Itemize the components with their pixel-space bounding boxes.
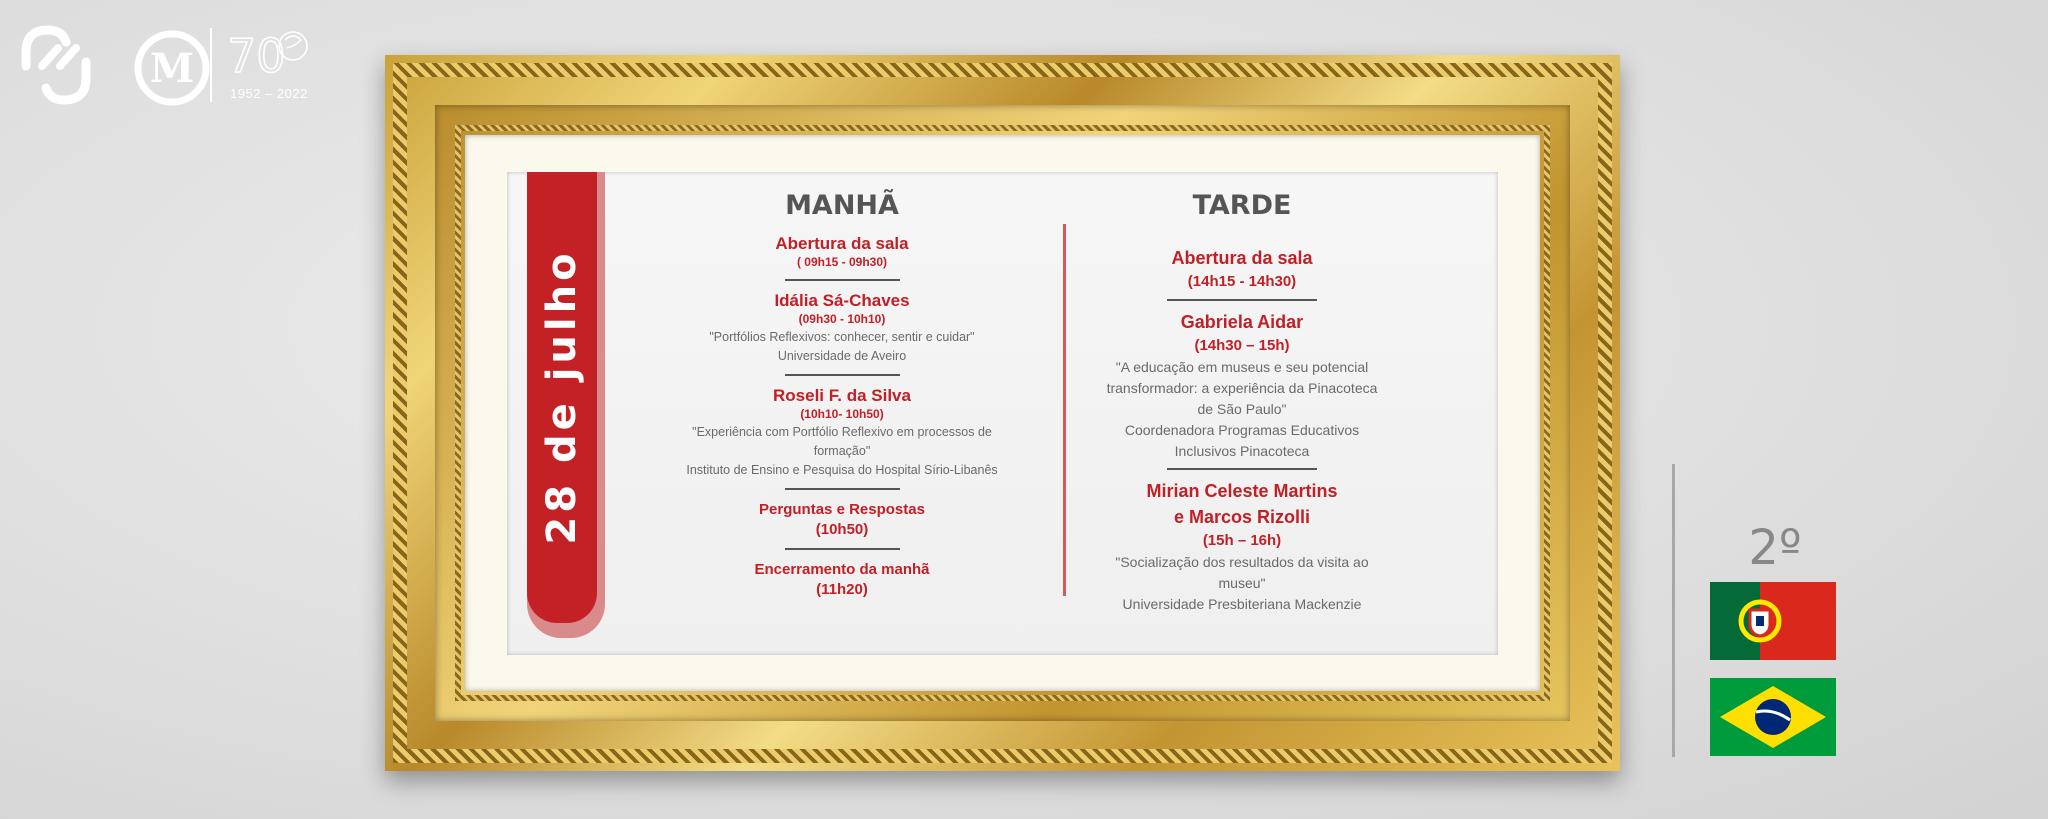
event-affiliation: Inclusivos Pinacoteca <box>1174 443 1310 459</box>
logo-divider <box>210 28 212 102</box>
afternoon-column <box>1082 190 1402 615</box>
event-title: Roseli F. da Silva <box>773 386 911 405</box>
event-time: (15h – 16h) <box>1202 532 1282 549</box>
program-canvas <box>507 172 1498 655</box>
date-label: 28 de julho <box>539 249 585 545</box>
event-time: ( 09h15 - 09h30) <box>796 255 888 269</box>
anniversary-text: 70 <box>227 29 286 83</box>
event-description: de São Paulo" <box>1197 401 1287 417</box>
brazil-flag-icon <box>1710 678 1836 756</box>
event-time: (10h50) <box>815 521 869 538</box>
event-time: (09h30 - 10h10) <box>798 312 886 326</box>
event-separator <box>785 488 900 490</box>
event-separator <box>785 548 900 550</box>
event-affiliation: Instituto de Ensino e Pesquisa do Hospital Sírio-Libanês <box>686 463 998 477</box>
event-title: Encerramento da manhã <box>754 561 930 578</box>
afternoon-title: TARDE <box>1192 190 1292 221</box>
portugal-flag-icon <box>1710 582 1836 660</box>
m-circle-logo-icon <box>132 28 212 108</box>
right-divider <box>1672 464 1675 757</box>
event-title: Abertura da sala <box>775 234 909 253</box>
event-affiliation: Coordenadora Programas Educativos <box>1124 422 1360 438</box>
event-description: "A educação em museus e seu potencial <box>1115 359 1369 375</box>
event-title: Mirian Celeste Martins <box>1146 481 1338 501</box>
event-time: (10h10- 10h50) <box>800 407 884 421</box>
svg-text:M: M <box>149 45 195 92</box>
event-description: transformador: a experiência da Pinacoteca <box>1106 380 1378 396</box>
column-divider <box>1063 224 1066 596</box>
event-separator <box>785 374 900 376</box>
event-title: e Marcos Rizolli <box>1173 507 1311 527</box>
day-label: 2º <box>1748 520 1802 576</box>
morning-title: MANHÃ <box>785 190 899 221</box>
event-title: Gabriela Aidar <box>1180 312 1304 332</box>
event-description: "Experiência com Portfólio Reflexivo em processos de <box>692 425 992 439</box>
event-description: "Socialização dos resultados da visita ao <box>1115 554 1369 570</box>
event-title: Perguntas e Respostas <box>759 501 925 518</box>
event-description: formação" <box>813 444 871 458</box>
event-affiliation: Universidade Presbiteriana Mackenzie <box>1122 596 1362 612</box>
event-affiliation: Universidade de Aveiro <box>777 349 907 363</box>
gold-picture-frame <box>385 55 1620 771</box>
event-separator <box>1167 468 1317 470</box>
event-separator <box>1167 299 1317 301</box>
event-time: (14h15 - 14h30) <box>1187 273 1297 290</box>
event-title: Abertura da sala <box>1171 248 1313 268</box>
event-time: (14h30 – 15h) <box>1194 337 1290 354</box>
event-description: "Portfólios Reflexivos: conhecer, sentir e cuidar" <box>709 330 975 344</box>
event-time: (11h20) <box>816 581 868 598</box>
event-title: Idália Sá-Chaves <box>774 291 910 310</box>
anniversary-years: 1952 – 2022 <box>230 86 308 101</box>
event-description: museu" <box>1218 575 1266 591</box>
morning-column <box>662 190 1022 600</box>
anniversary-70-logo-icon <box>225 24 315 84</box>
event-separator <box>785 279 900 281</box>
stylized-a-logo-icon <box>20 22 96 106</box>
